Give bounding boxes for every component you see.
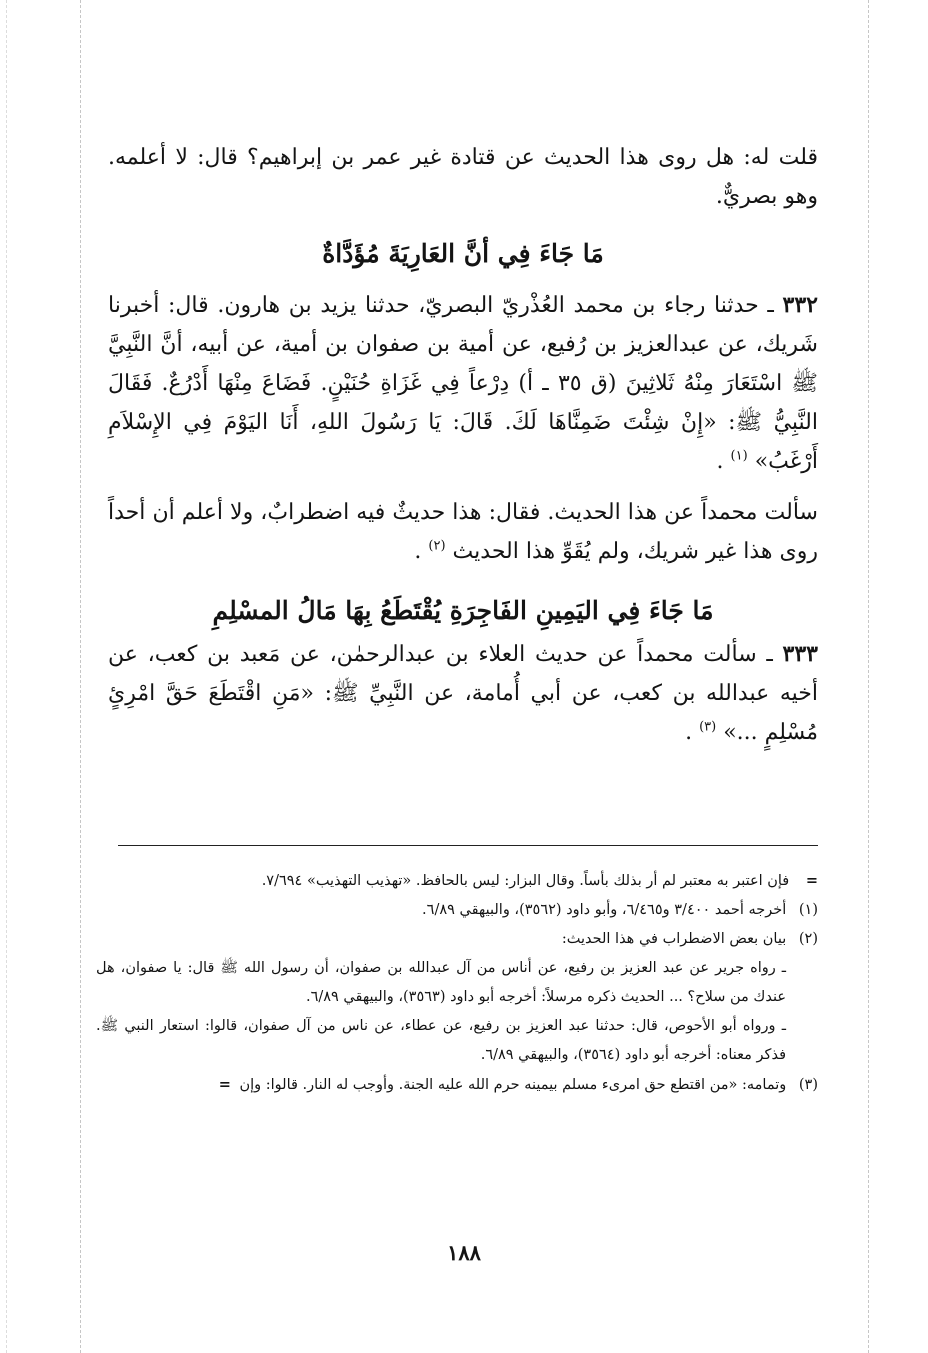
scan-left-margin-line <box>80 0 81 1353</box>
footnote-ref: (١) <box>730 448 748 464</box>
hadith-333-paragraph <box>108 635 818 752</box>
hadith-number: ٣٣٣ <box>782 641 818 667</box>
hadith-text: ـ سألت محمداً عن حديث العلاء بن عبدالرحمٰن، عن مَعبد بن كعب، عن أخيه عبدالله بن كعب، عن أبي أُمامة، عن النَّبِيِّ ﷺ: «مَنِ اقْتَطَعَ حَقَّ امْرِئٍ مُسْلِمٍ ...» <box>108 642 818 745</box>
sentence-end: . <box>685 720 693 745</box>
hadith-text: ـ حدثنا رجاء بن محمد العُذْريّ البصريّ، حدثنا يزيد بن هارون. قال: أخبرنا شَريك، عن عبدالعزيز بن رُفيع، عن أمية بن صفوان بن أمية، عن أبيه، أنَّ النَّبِيَّ ﷺ اسْتَعَارَ مِنْهُ ثَلاثِينَ (ق ٣٥ ـ أ) دِرْعاً فِي غَزَاةِ حُنَيْنٍ. فَضَاعَ مِنْهَا أَدْرُعٌ. فَقَالَ النَّبِيُّ ﷺ: «إِنْ شِئْتَ ضَمِنَّاهَا لَكَ. قَالَ: يَا رَسُولَ اللهِ، أَنَا اليَوْمَ فِي الإِسْلاَمِ أَرْغَبُ» <box>108 293 818 474</box>
footnote-text: أخرجه أحمد ٣/٤٠٠ و٦/٤٦٥، وأبو داود (٣٥٦٢)، والبيهقي ٦/٨٩. <box>422 902 787 918</box>
footnote-label: (٢) <box>798 931 818 947</box>
continuation-text: فإن اعتبر به معتبر لم أر بذلك بأساً. وقال البزار: ليس بالحافظ. «تهذيب التهذيب» ٧/٦٩٤. <box>261 873 790 889</box>
footnote-separator <box>118 845 818 846</box>
footnote-label: (١) <box>798 902 818 918</box>
sentence-end: . <box>414 539 422 564</box>
footnote-1 <box>96 896 818 925</box>
footnote-ref: (٢) <box>428 538 446 554</box>
scan-edge-line <box>6 0 7 1353</box>
footnote-2-item-2: ـ ورواه أبو الأحوص، قال: حدثنا عبد العزيز بن رفيع، عن عطاء، عن ناس من آل صفوان، قالوا: استعار النبي ﷺ. فذكر معناه: أخرجه أبو داود (٣٥٦٤)، والبيهقي ٦/٨٩. <box>96 1018 786 1063</box>
chapter-heading-false-oath: مَا جَاءَ فِي اليَمِينِ الفَاجِرَةِ يُقْتَطَعُ بِهَا مَالُ المسْلِمِ <box>212 596 714 625</box>
footnote-2 <box>96 925 818 954</box>
footnote-text: وتمامه: «من اقتطع حق امرىء مسلم بيمينه حرم الله عليه الجنة. وأوجب له النار. قالوا: وإن <box>239 1077 787 1093</box>
hadith-332-paragraph <box>108 286 818 481</box>
chapter-heading-loan: مَا جَاءَ فِي أنَّ العَارِيَةَ مُؤَدَّاةٌ <box>322 239 604 268</box>
question-text: سألت محمداً عن هذا الحديث. فقال: هذا حديثٌ فيه اضطرابٌ، ولا أعلم أن أحداً روى هذا غير شريك، ولم يُقَوِّ هذا الحديث <box>108 500 818 564</box>
footnote-3 <box>96 1070 818 1100</box>
footnote-continuation <box>96 866 818 896</box>
question-paragraph <box>108 493 818 571</box>
scan-right-margin-line <box>868 0 869 1353</box>
footnote-text: بيان بعض الاضطراب في هذا الحديث: <box>561 931 787 947</box>
sentence-end: . <box>716 449 724 474</box>
footnotes <box>96 866 818 1100</box>
footnote-2-item-1: ـ رواه جرير عن عبد العزيز بن رفيع، عن أناس من آل عبدالله بن صفوان، أن رسول الله ﷺ قال: يا صفوان، هل عندك من سلاح؟ ... الحديث ذكره مرسلاً: أخرجه أبو داود (٣٥٦٣)، والبيهقي ٦/٨٩. <box>96 960 786 1005</box>
hadith-number: ٣٣٢ <box>782 292 818 318</box>
footnote-label: (٣) <box>798 1077 818 1093</box>
continuation-mark: = <box>805 872 818 889</box>
main-text <box>108 138 818 752</box>
page-number: ١٨٨ <box>447 1240 481 1265</box>
intro-paragraph: قلت له: هل روى هذا الحديث عن قتادة غير عمر بن إبراهيم؟ قال: لا أعلمه. وهو بصريٌّ. <box>108 145 818 209</box>
footnote-ref: (٣) <box>699 719 717 735</box>
continuation-mark: = <box>218 1076 231 1093</box>
